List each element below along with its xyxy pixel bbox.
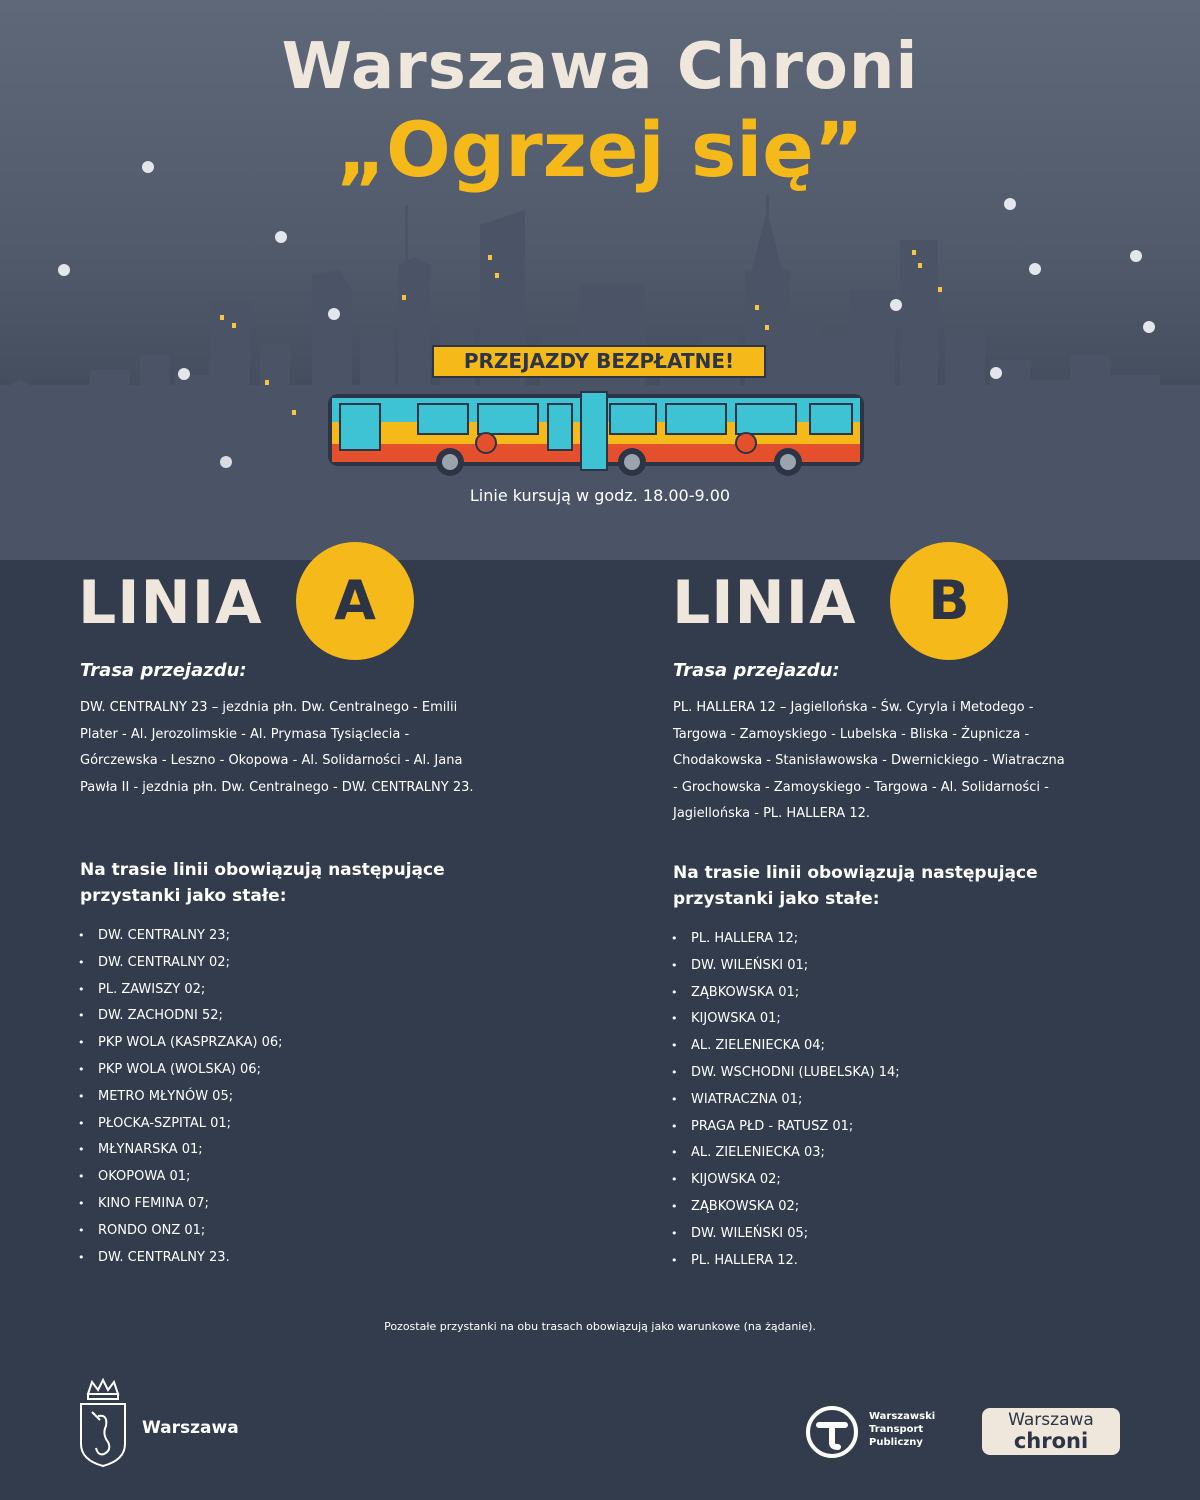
line-a-title: LINIA [78,568,263,638]
line-a-stops-list [78,923,283,1271]
campaign-title: „Ogrzej się” [336,105,864,194]
list-item: • DW. CENTRALNY 23. [78,1249,230,1265]
list-item: • ZĄBKOWSKA 02; [671,1198,800,1214]
list-item: • DW. ZACHODNI 52; [78,1008,223,1024]
route-line: DW. CENTRALNY 23 – jezdnia płn. Dw. Centralnego - Emilii [80,700,458,715]
route-line: Plater - Al. Jerozolimskie - Al. Prymasa Tysiąclecia - [80,726,410,742]
list-item: • DW. CENTRALNY 02; [78,954,230,970]
list-item: • PL. ZAWISZY 02; [78,981,206,997]
route-line: Chodakowska - Stanisławowska - Dwernickiego - Wiatraczna [673,753,1065,768]
route-line: Jagiellońska - PL. HALLERA 12. [673,806,870,821]
list-item: • DW. WILEŃSKI 05; [671,1225,809,1241]
main-title: Warszawa Chroni [281,30,919,104]
warsaw-crest-icon [78,1376,128,1468]
ztm-label [869,1410,935,1449]
line-a-route [80,695,474,801]
ztm-logo-icon [805,1405,859,1459]
route-line: PL. HALLERA 12 – Jagiellońska - Św. Cyryla i Metodego - [673,700,1034,715]
line-b-route [673,695,1065,828]
stops-heading-line: Na trasie linii obowiązują następujące [673,863,1038,883]
list-item: • ZĄBKOWSKA 01; [671,984,800,1000]
list-item: • DW. WILEŃSKI 01; [671,957,809,973]
line-b-route-heading: Trasa przejazdu: [673,660,840,681]
conditional-stops-note: Pozostałe przystanki na obu trasach obowiązują jako warunkowe (na żądanie). [384,1320,816,1333]
list-item: • KINO FEMINA 07; [78,1195,209,1211]
list-item: • WIATRACZNA 01; [671,1091,803,1107]
line-a-stops-heading [80,857,445,909]
stops-heading-line: Na trasie linii obowiązują następujące [80,860,445,880]
warszawa-chroni-logo [982,1408,1120,1455]
list-item: • MŁYNARSKA 01; [78,1142,203,1158]
list-item: • PRAGA PŁD - RATUSZ 01; [671,1118,854,1134]
list-item: • METRO MŁYNÓW 05; [78,1088,234,1104]
route-line: Pawła II - jezdnia płn. Dw. Centralnego - DW. CENTRALNY 23. [80,779,474,795]
list-item: • PKP WOLA (WOLSKA) 06; [78,1061,261,1077]
service-hours: Linie kursują w godz. 18.00-9.00 [469,486,731,505]
chroni-logo-line: Warszawa [1008,1410,1094,1430]
bus-illustration [326,386,872,476]
route-line: - Grochowska - Zamoyskiego - Targowa - Al. Solidarności - [673,779,1049,795]
list-item: • KIJOWSKA 02; [671,1172,781,1188]
line-b-stops-heading [673,860,1038,912]
list-item: • DW. WSCHODNI (LUBELSKA) 14; [671,1064,900,1080]
stops-heading-line: przystanki jako stałe: [80,886,287,906]
route-line: Targowa - Zamoyskiego - Lubelska - Bliska - Żupnicza - [673,726,1030,742]
ztm-label-line: Publiczny [869,1437,923,1448]
stops-heading-line: przystanki jako stałe: [673,889,880,909]
list-item: • PL. HALLERA 12. [671,1252,798,1268]
list-item: • PŁOCKA-SZPITAL 01; [78,1115,232,1131]
line-b-badge: B [890,542,1008,660]
line-a-badge: A [296,542,414,660]
free-rides-badge: PRZEJAZDY BEZPŁATNE! [432,345,766,378]
list-item: • RONDO ONZ 01; [78,1222,206,1238]
list-item: • PL. HALLERA 12; [671,931,799,946]
list-item: • AL. ZIELENIECKA 03; [671,1145,825,1161]
list-item: • PKP WOLA (KASPRZAKA) 06; [78,1035,283,1051]
ztm-label-line: Warszawski [869,1411,936,1422]
route-line: Górczewska - Leszno - Okopowa - Al. Solidarności - Al. Jana [80,753,463,768]
list-item: • DW. CENTRALNY 23; [78,928,230,943]
list-item: • OKOPOWA 01; [78,1169,191,1185]
chroni-logo-line: chroni [1013,1429,1089,1453]
ztm-label-line: Transport [869,1424,924,1435]
line-a-route-heading: Trasa przejazdu: [80,660,247,681]
list-item: • AL. ZIELENIECKA 04; [671,1038,825,1054]
line-b-stops-list [671,926,900,1274]
list-item: • KIJOWSKA 01; [671,1011,781,1027]
line-b-title: LINIA [672,568,857,638]
warszawa-label: Warszawa [142,1418,239,1438]
